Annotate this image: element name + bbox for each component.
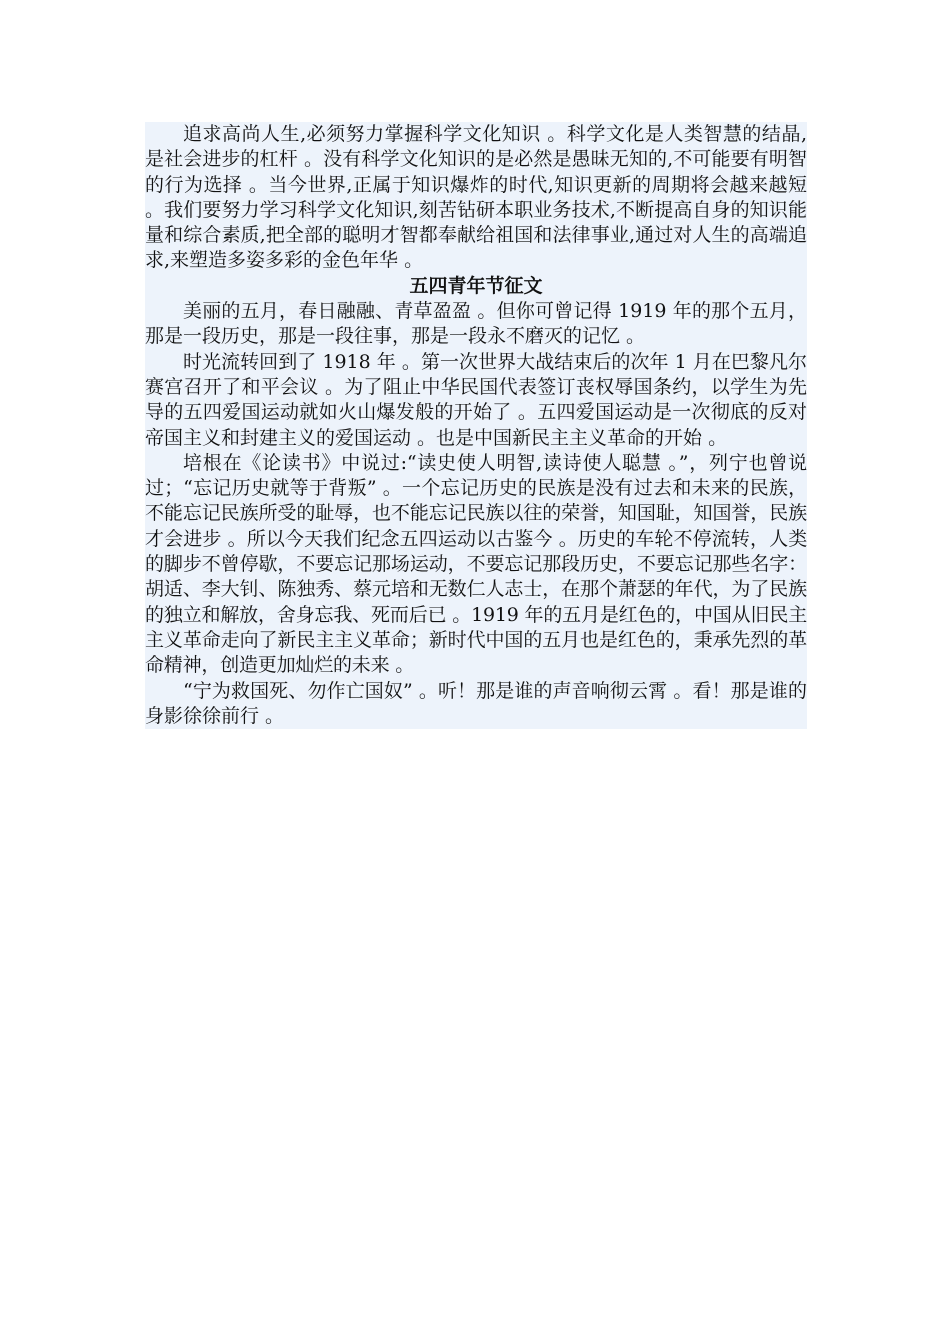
intro-paragraph: 追求高尚人生,必须努力掌握科学文化知识 。科学文化是人类智慧的结晶,是社会进步的杠杆 。没有科学文化知识的是必然是愚昧无知的,不可能要有明智的行为选择 。当今世界,正属于知识爆炸的时代,知识更新的周期将会越来越短 。我们要努力学习科学文化知识,刻苦钻研本职业务技术,不断提高自身的知识能量和综合素质,把全部的聪明才智都奉献给祖国和法律事业,通过对人生的高端追求,来塑造多姿多彩的金色年华 。 [145,122,807,274]
paragraph-slogan: “宁为救国死、勿作亡国奴” 。听！那是谁的声音响彻云霄 。看！那是谁的身影徐徐前行 。 [145,679,807,730]
paragraph-paris-conference: 时光流转回到了 1918 年 。第一次世界大战结束后的次年 1 月在巴黎凡尔赛宫召开了和平会议 。为了阻止中华民国代表签订丧权辱国条约，以学生为先导的五四爱国运动就如火山爆发般的开始了 。五四爱国运动是一次彻底的反对帝国主义和封建主义的爱国运动 。也是中国新民主主义革命的开始 。 [145,350,807,451]
document-body [145,122,807,729]
essay-title: 五四青年节征文 [145,274,807,299]
paragraph-history-memory: 培根在《论读书》中说过:“读史使人明智,读诗使人聪慧 。”，列宁也曾说过；“忘记历史就等于背叛” 。一个忘记历史的民族是没有过去和未来的民族，不能忘记民族所受的耻辱，也不能忘记民族以往的荣誉，知国耻，知国誉，民族才会进步 。所以今天我们纪念五四运动以古鉴今 。历史的车轮不停流转，人类的脚步不曾停歇，不要忘记那场运动，不要忘记那段历史，不要忘记那些名字：胡适、李大钊、陈独秀、蔡元培和无数仁人志士，在那个萧瑟的年代，为了民族的独立和解放，舍身忘我、死而后已 。1919 年的五月是红色的，中国从旧民主主义革命走向了新民主主义革命；新时代中国的五月也是红色的，秉承先烈的革命精神，创造更加灿烂的未来 。 [145,451,807,679]
paragraph-may-1919: 美丽的五月，春日融融、青草盈盈 。但你可曾记得 1919 年的那个五月，那是一段历史，那是一段往事，那是一段永不磨灭的记忆 。 [145,299,807,350]
